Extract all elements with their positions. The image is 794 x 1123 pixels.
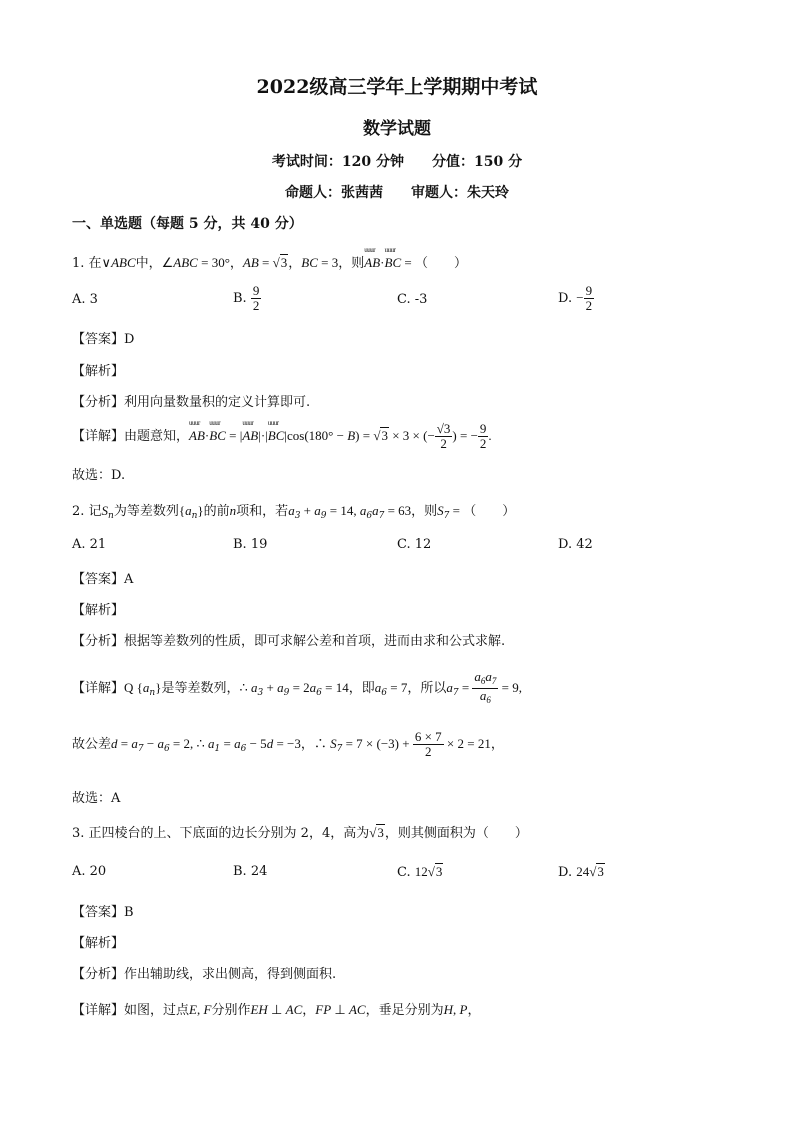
q3-fenxi: 【分析】作出辅助线，求出侧高，得到侧面积. (72, 967, 337, 982)
q1-option-d: D. − $\frac{9}{2}$ (558, 283, 593, 313)
q1-analysis-label: 【解析】 (72, 364, 125, 379)
q1-option-c: C. -3 (397, 292, 428, 307)
q3-analysis-label: 【解析】 (72, 936, 125, 951)
q1-conclusion: 故选：D. (72, 468, 126, 483)
q3-option-c: C. 12√3 (397, 864, 443, 880)
q2-option-b: B. 19 (233, 537, 268, 552)
q2-option-c: C. 12 (397, 537, 432, 552)
q2-answer: 【答案】A (72, 572, 134, 587)
section-heading: 一、单选题（每题 5 分，共 40 分） (72, 216, 303, 232)
q3-answer: 【答案】B (72, 905, 134, 920)
q3-option-d: D. 24√3 (558, 864, 604, 880)
q3-option-a: A. 20 (72, 864, 107, 879)
q2-analysis-label: 【解析】 (72, 603, 125, 618)
q2-option-a: A. 21 (72, 537, 107, 552)
q1-option-b: B. $\frac{9}{2}$ (233, 283, 260, 313)
q3-xiangjie: 【详解】如图，过点E, F分别作EH ⊥ AC，FP ⊥ AC，垂足分别为H, P， (72, 1002, 481, 1018)
q2-option-d: D. 42 (558, 537, 593, 552)
question-3: 3. 正四棱台的上、下底面的边长分别为 2，4，高为√3，则其侧面积为（ ） (72, 825, 528, 841)
q1-xiangjie: 【详解】由题意知，uuur AB·uuur BC = |uuur AB|·|uuur BC|cos(180° − B) = √3 × 3 × (− $\frac{√3}{2}$ ) = − $\frac{9}{2}$ . (72, 422, 492, 451)
q3-option-b: B. 24 (233, 864, 268, 879)
q2-conclusion: 故选：A (72, 791, 121, 806)
exam-info: 考试时间：120 分钟 分值：150 分 (271, 154, 523, 170)
exam-authors: 命题人：张茜茜 审题人：朱天玲 (285, 185, 509, 201)
q2-fenxi: 【分析】根据等差数列的性质，即可求解公差和首项，进而由求和公式求解. (72, 634, 506, 649)
q1-fenxi: 【分析】利用向量数量积的定义计算即可. (72, 395, 311, 410)
q1-option-a: A. 3 (72, 292, 98, 307)
subject-title: 数学试题 (363, 119, 431, 139)
question-2: 2. 记$S_n$为等差数列$\{a_n\}$的前n项和，若$a_3 + a_9 = 14$, $a_6a_7 = 63$，则$S_7$ = （ ） (72, 503, 516, 521)
q2-xiangjie-2: 故公差$d = a_7 - a_6 = 2$, ∴ $a_1 = a_6 - 5d = -3$，∴ $S_7 = 7 \times (-3)$ + $\frac{6 \times 7}{2}$ × 2 = 21， (72, 729, 504, 759)
question-1: 1. 在∨ABC中，∠ABC = 30°，AB = √3，BC = 3，则uuur AB·uuur BC = （ ） (72, 252, 467, 271)
q1-answer: 【答案】D (72, 332, 135, 347)
page-title: 2022级高三学年上学期期中考试 (256, 76, 538, 98)
q2-xiangjie: 【详解】Q $\{a_n\}$是等差数列，∴ $a_3 + a_9 = 2a_6 = 14$，即$a_6 = 7$，所以$a_7$ = $\frac{a_6a_7}{a_6}$ = 9, (72, 669, 523, 705)
